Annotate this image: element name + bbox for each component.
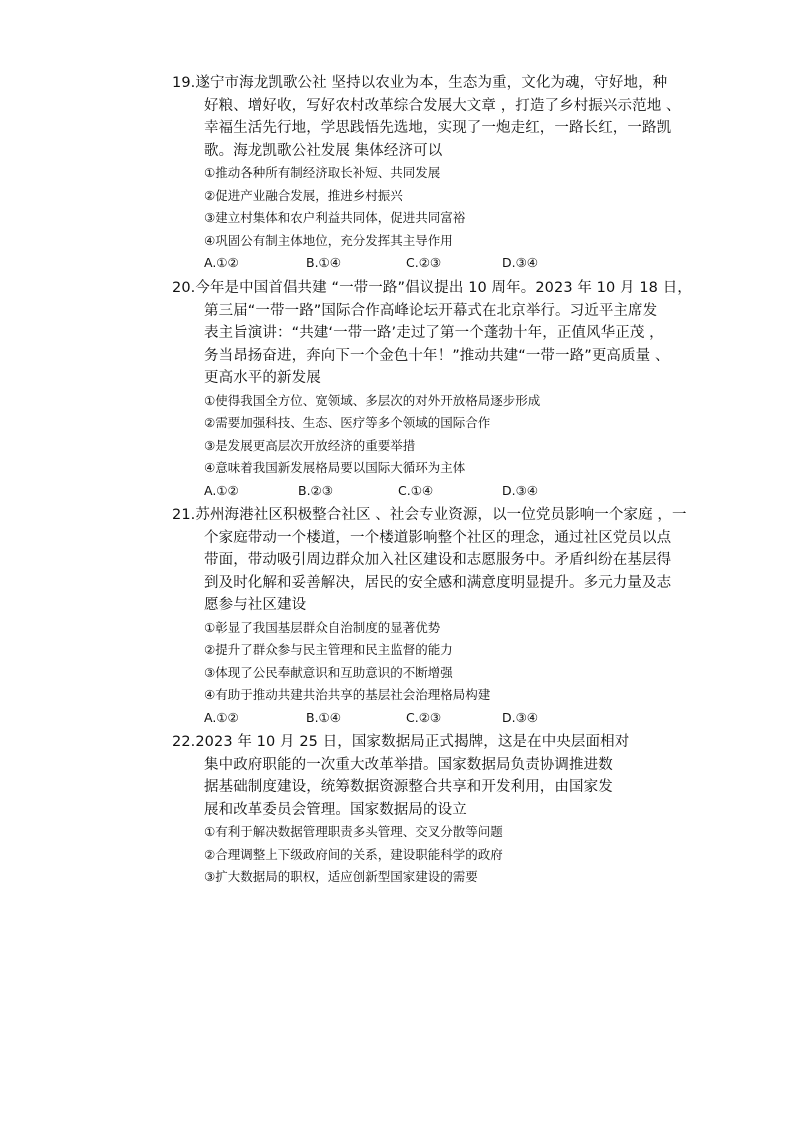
choice-d: D.③④ [502,255,539,270]
question-stem-line: 幸福生活先行地，学思践悟先选地，实现了一炮走红，一路长红，一路凯 [204,120,672,136]
choice-c: C.①④ [398,482,434,498]
question-stem-line: 21.苏州海港社区积极整合社区 、社会专业资源，以一位党员影响一个家庭 ，一 [172,507,687,523]
question-stem-line: 好粮、增好收，写好农村改革综合发展大文章 ，打造了乡村振兴示范地 、 [204,97,681,114]
question-19 [172,72,681,275]
choice-b: B.①④ [306,255,341,270]
choice-d: D.③④ [502,709,539,725]
question-stem-line: 愿参与社区建设 [204,597,307,613]
question-stem-line: 务当昂扬奋进，奔向下一个金色十年！”推动共建“一带一路”更高质量 、 [204,347,670,364]
question-stem-line: 展和改革委员会管理。国家数据局的设立 [204,801,467,818]
choice-c: C.②③ [406,255,442,270]
choice-a: A.①② [204,482,239,498]
choice-a: A.①② [204,709,239,725]
question-stem-line: 更高水平的新发展 [204,370,321,386]
statement-option: ③建立村集体和农户利益共同体，促进共同富裕 [204,210,466,225]
answer-choices [180,707,620,730]
statement-option: ②合理调整上下级政府间的关系，建设职能科学的政府 [204,846,503,862]
question-stem-line: 19.遂宁市海龙凯歌公社 坚持以农业为本，生态为重，文化为魂，守好地，种 [172,75,668,91]
choice-b: B.①④ [306,709,341,725]
statement-option: ②促进产业融合发展，推进乡村振兴 [204,187,403,203]
question-stem-line: 个家庭带动一个楼道，一个楼道影响整个社区的理念，通过社区党员以点 [204,529,672,546]
choice-b: B.②③ [298,482,333,498]
answer-choices [180,480,620,503]
answer-choices [180,252,620,275]
statement-option: ②需要加强科技、生态、医疗等多个领域的国际合作 [204,415,491,430]
statement-option: ①彰显了我国基层群众自治制度的显著优势 [204,619,441,635]
statement-option: ②提升了群众参与民主管理和民主监督的能力 [204,642,453,657]
question-stem-line: 表主旨演讲：“共建‘一带一路’走过了第一个蓬勃十年，正值风华正茂 ， [204,325,664,341]
statement-option: ①推动各种所有制经济取长补短、共同发展 [204,165,441,180]
statement-option: ④有助于推动共建共治共享的基层社会治理格局构建 [204,687,491,702]
choice-c: C.②③ [406,709,442,725]
question-stem-line: 集中政府职能的一次重大改革举措。国家数据局负责协调推进数 [204,756,613,773]
statement-option: ③是发展更高层次开放经济的重要举措 [204,437,416,453]
choice-d: D.③④ [502,482,539,498]
question-21 [172,504,687,729]
question-stem-line: 歌。海龙凯歌公社发展 集体经济可以 [204,142,443,159]
question-stem-line: 据基础制度建设，统筹数据资源整合共享和开发利用，由国家发 [204,779,613,795]
statement-option: ③扩大数据局的职权，适应创新型国家建设的需要 [204,869,478,884]
statement-option: ④意味着我国新发展格局要以国际大循环为主体 [204,460,466,475]
question-stem-line: 带面，带动吸引周边群众加入社区建设和志愿服务中。矛盾纠纷在基层得 [204,552,672,568]
question-22 [172,731,630,889]
statement-option: ①有利于解决数据管理职责多头管理、交叉分散等问题 [204,824,503,839]
statement-option: ③体现了公民奉献意识和互助意识的不断增强 [204,664,453,680]
statement-option: ④巩固公有制主体地位，充分发挥其主导作用 [204,232,453,248]
statement-option: ①使得我国全方位、宽领域、多层次的对外开放格局逐步形成 [204,392,541,408]
question-20 [172,277,692,502]
question-stem-line: 20.今年是中国首倡共建 “一带一路”倡议提出 10 周年。2023 年 10 月 18 日， [172,280,692,296]
question-stem-line: 到及时化解和妥善解决，居民的安全感和满意度明显提升。多元力量及志 [204,574,672,591]
question-stem-line: 22.2023 年 10 月 25 日，国家数据局正式揭牌，这是在中央层面相对 [172,734,630,750]
question-stem-line: 第三届“一带一路”国际合作高峰论坛开幕式在北京举行。习近平主席发 [204,302,658,319]
choice-a: A.①② [204,255,239,270]
